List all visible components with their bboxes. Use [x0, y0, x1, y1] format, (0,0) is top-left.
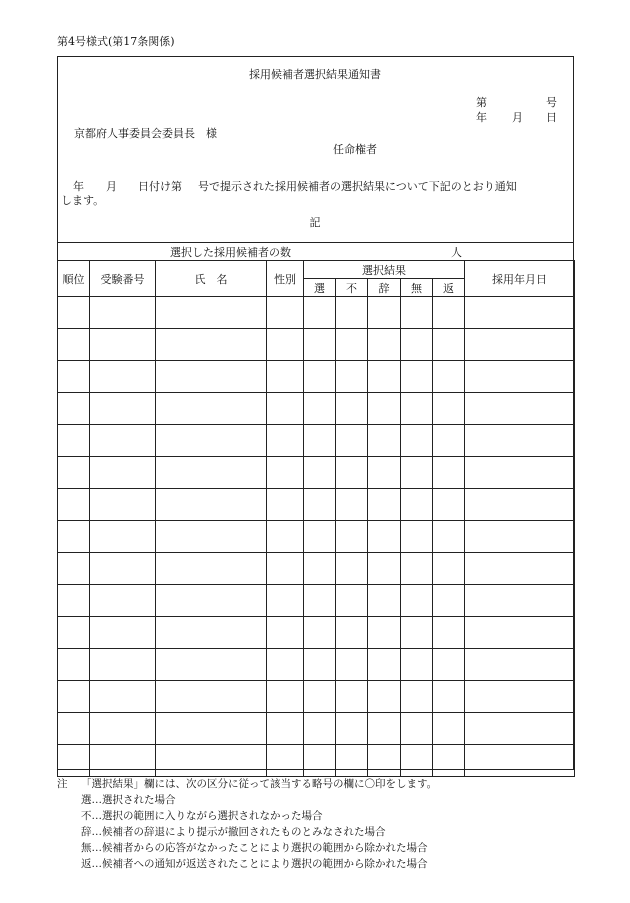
number-prefix: 第 [476, 96, 487, 109]
subheader-returned: 返 [433, 279, 465, 297]
cell-declined[interactable] [368, 713, 401, 745]
cell-name[interactable] [156, 585, 267, 617]
cell-not-selected[interactable] [336, 553, 368, 585]
cell-selected[interactable] [304, 617, 336, 649]
cell-gender[interactable] [267, 425, 304, 457]
table-row [58, 457, 575, 489]
cell-name[interactable] [156, 489, 267, 521]
cell-rank[interactable] [58, 649, 90, 681]
cell-rank[interactable] [58, 713, 90, 745]
cell-no-response[interactable] [401, 329, 433, 361]
table-row [58, 649, 575, 681]
cell-exam-number[interactable] [90, 713, 156, 745]
cell-rank[interactable] [58, 457, 90, 489]
note-item: 無…候補者からの応答がなかったことにより選択の範囲から除かれた場合 [81, 842, 428, 854]
cell-returned[interactable] [433, 393, 465, 425]
cell-no-response[interactable] [401, 393, 433, 425]
cell-returned[interactable] [433, 361, 465, 393]
body-text-b: 号で提示された採用候補者の選択結果について下記のとおり通知 [198, 180, 517, 193]
notice-date-line [476, 111, 557, 125]
cell-name[interactable] [156, 329, 267, 361]
cell-not-selected[interactable] [336, 521, 368, 553]
cell-hire-date[interactable] [465, 425, 575, 457]
cell-rank[interactable] [58, 553, 90, 585]
header-rank: 順位 [58, 261, 90, 297]
cell-hire-date[interactable] [465, 617, 575, 649]
cell-returned[interactable] [433, 489, 465, 521]
cell-rank[interactable] [58, 521, 90, 553]
cell-selected[interactable] [304, 713, 336, 745]
date-year: 年 [476, 111, 487, 124]
cell-selected[interactable] [304, 553, 336, 585]
cell-returned[interactable] [433, 713, 465, 745]
cell-rank[interactable] [58, 489, 90, 521]
note-head: 注 [57, 778, 68, 790]
cell-gender[interactable] [267, 585, 304, 617]
cell-returned[interactable] [433, 297, 465, 329]
cell-selected[interactable] [304, 585, 336, 617]
table-row [58, 681, 575, 713]
cell-no-response[interactable] [401, 745, 433, 777]
note-item: 辞…候補者の辞退により提示が撤回されたものとみなされた場合 [81, 826, 386, 838]
cell-no-response[interactable] [401, 361, 433, 393]
notice-title: 採用候補者選択結果通知書 [249, 68, 381, 81]
cell-rank[interactable] [58, 297, 90, 329]
cell-exam-number[interactable] [90, 681, 156, 713]
cell-hire-date[interactable] [465, 585, 575, 617]
cell-exam-number[interactable] [90, 457, 156, 489]
addressee: 京都府人事委員会委員長 様 [74, 127, 217, 140]
cell-not-selected[interactable] [336, 329, 368, 361]
form-header: 第4号様式(第17条関係) [57, 35, 175, 48]
cell-no-response[interactable] [401, 457, 433, 489]
cell-rank[interactable] [58, 585, 90, 617]
count-divider [57, 242, 574, 243]
cell-name[interactable] [156, 425, 267, 457]
date-day: 日 [546, 111, 557, 124]
cell-returned[interactable] [433, 617, 465, 649]
cell-returned[interactable] [433, 329, 465, 361]
cell-returned[interactable] [433, 649, 465, 681]
cell-gender[interactable] [267, 393, 304, 425]
cell-not-selected[interactable] [336, 713, 368, 745]
cell-hire-date[interactable] [465, 489, 575, 521]
cell-exam-number[interactable] [90, 297, 156, 329]
cell-returned[interactable] [433, 585, 465, 617]
cell-gender[interactable] [267, 297, 304, 329]
cell-returned[interactable] [433, 457, 465, 489]
table-row [58, 521, 575, 553]
cell-name[interactable] [156, 361, 267, 393]
cell-not-selected[interactable] [336, 393, 368, 425]
cell-selected[interactable] [304, 329, 336, 361]
cell-not-selected[interactable] [336, 489, 368, 521]
cell-selected[interactable] [304, 681, 336, 713]
cell-declined[interactable] [368, 361, 401, 393]
body-year: 年 [73, 180, 84, 193]
cell-hire-date[interactable] [465, 297, 575, 329]
cell-rank[interactable] [58, 745, 90, 777]
table-row [58, 425, 575, 457]
cell-no-response[interactable] [401, 649, 433, 681]
cell-rank[interactable] [58, 425, 90, 457]
note-item: 選…選択された場合 [81, 794, 176, 806]
cell-exam-number[interactable] [90, 649, 156, 681]
cell-declined[interactable] [368, 489, 401, 521]
cell-gender[interactable] [267, 361, 304, 393]
cell-returned[interactable] [433, 521, 465, 553]
cell-selected[interactable] [304, 521, 336, 553]
cell-not-selected[interactable] [336, 649, 368, 681]
cell-selected[interactable] [304, 361, 336, 393]
header-exam-number: 受験番号 [90, 261, 156, 297]
cell-selected[interactable] [304, 745, 336, 777]
table-row [58, 329, 575, 361]
cell-declined[interactable] [368, 585, 401, 617]
cell-rank[interactable] [58, 361, 90, 393]
cell-gender[interactable] [267, 617, 304, 649]
cell-selected[interactable] [304, 393, 336, 425]
cell-gender[interactable] [267, 713, 304, 745]
cell-name[interactable] [156, 521, 267, 553]
cell-gender[interactable] [267, 489, 304, 521]
cell-rank[interactable] [58, 393, 90, 425]
cell-not-selected[interactable] [336, 681, 368, 713]
cell-gender[interactable] [267, 457, 304, 489]
cell-hire-date[interactable] [465, 681, 575, 713]
table-body [58, 297, 575, 777]
table-row [58, 489, 575, 521]
cell-exam-number[interactable] [90, 361, 156, 393]
cell-not-selected[interactable] [336, 425, 368, 457]
appointer: 任命権者 [333, 143, 377, 156]
cell-declined[interactable] [368, 329, 401, 361]
cell-exam-number[interactable] [90, 745, 156, 777]
cell-no-response[interactable] [401, 521, 433, 553]
cell-exam-number[interactable] [90, 521, 156, 553]
cell-exam-number[interactable] [90, 553, 156, 585]
table-row [58, 361, 575, 393]
cell-no-response[interactable] [401, 425, 433, 457]
notice-number-line [476, 96, 557, 110]
cell-name[interactable] [156, 553, 267, 585]
cell-gender[interactable] [267, 329, 304, 361]
subheader-selected: 選 [304, 279, 336, 297]
cell-rank[interactable] [58, 329, 90, 361]
cell-returned[interactable] [433, 745, 465, 777]
cell-name[interactable] [156, 649, 267, 681]
cell-hire-date[interactable] [465, 393, 575, 425]
cell-no-response[interactable] [401, 553, 433, 585]
cell-exam-number[interactable] [90, 585, 156, 617]
cell-returned[interactable] [433, 681, 465, 713]
subheader-declined: 辞 [368, 279, 401, 297]
cell-exam-number[interactable] [90, 489, 156, 521]
count-label: 選択した採用候補者の数 [170, 246, 291, 259]
table-row [58, 585, 575, 617]
header-selection-result: 選択結果 [304, 261, 465, 279]
cell-name[interactable] [156, 617, 267, 649]
cell-gender[interactable] [267, 553, 304, 585]
cell-declined[interactable] [368, 457, 401, 489]
cell-hire-date[interactable] [465, 553, 575, 585]
cell-hire-date[interactable] [465, 361, 575, 393]
body-month: 月 [106, 180, 117, 193]
cell-exam-number[interactable] [90, 617, 156, 649]
ki-label: 記 [309, 216, 321, 229]
cell-declined[interactable] [368, 521, 401, 553]
result-table [57, 260, 575, 777]
cell-not-selected[interactable] [336, 617, 368, 649]
date-month: 月 [512, 111, 523, 124]
notice-body-line-2: します。 [61, 194, 105, 207]
header-name: 氏 名 [156, 261, 267, 297]
notice-body-line-1 [73, 180, 517, 194]
cell-hire-date[interactable] [465, 521, 575, 553]
cell-declined[interactable] [368, 393, 401, 425]
cell-no-response[interactable] [401, 713, 433, 745]
table-row [58, 713, 575, 745]
cell-no-response[interactable] [401, 681, 433, 713]
cell-selected[interactable] [304, 297, 336, 329]
note-text: 「選択結果」欄には、次の区分に従って該当する略号の欄に〇印をします。 [81, 778, 438, 790]
cell-gender[interactable] [267, 521, 304, 553]
body-text-a: 日付け第 [138, 180, 182, 193]
table-row [58, 297, 575, 329]
cell-name[interactable] [156, 681, 267, 713]
cell-rank[interactable] [58, 681, 90, 713]
cell-name[interactable] [156, 713, 267, 745]
number-suffix: 号 [546, 96, 557, 109]
cell-selected[interactable] [304, 649, 336, 681]
note-item: 返…候補者への通知が返送されたことにより選択の範囲から除かれた場合 [81, 858, 428, 870]
cell-name[interactable] [156, 297, 267, 329]
cell-not-selected[interactable] [336, 745, 368, 777]
cell-not-selected[interactable] [336, 297, 368, 329]
cell-not-selected[interactable] [336, 585, 368, 617]
cell-exam-number[interactable] [90, 425, 156, 457]
cell-gender[interactable] [267, 649, 304, 681]
cell-declined[interactable] [368, 553, 401, 585]
cell-declined[interactable] [368, 681, 401, 713]
cell-exam-number[interactable] [90, 393, 156, 425]
cell-hire-date[interactable] [465, 329, 575, 361]
cell-declined[interactable] [368, 297, 401, 329]
cell-no-response[interactable] [401, 297, 433, 329]
cell-declined[interactable] [368, 617, 401, 649]
table-row [58, 745, 575, 777]
cell-name[interactable] [156, 457, 267, 489]
cell-no-response[interactable] [401, 489, 433, 521]
cell-exam-number[interactable] [90, 329, 156, 361]
note-item: 不…選択の範囲に入りながら選択されなかった場合 [81, 810, 323, 822]
table-row [58, 553, 575, 585]
cell-hire-date[interactable] [465, 713, 575, 745]
cell-hire-date[interactable] [465, 457, 575, 489]
header-gender: 性別 [267, 261, 304, 297]
cell-returned[interactable] [433, 425, 465, 457]
cell-declined[interactable] [368, 649, 401, 681]
cell-declined[interactable] [368, 425, 401, 457]
subheader-no-response: 無 [401, 279, 433, 297]
cell-returned[interactable] [433, 553, 465, 585]
cell-name[interactable] [156, 745, 267, 777]
cell-selected[interactable] [304, 457, 336, 489]
cell-not-selected[interactable] [336, 361, 368, 393]
cell-gender[interactable] [267, 681, 304, 713]
table-row [58, 617, 575, 649]
cell-hire-date[interactable] [465, 745, 575, 777]
cell-declined[interactable] [368, 745, 401, 777]
cell-no-response[interactable] [401, 617, 433, 649]
subheader-not-selected: 不 [336, 279, 368, 297]
cell-name[interactable] [156, 393, 267, 425]
cell-selected[interactable] [304, 489, 336, 521]
cell-selected[interactable] [304, 425, 336, 457]
table-row [58, 393, 575, 425]
cell-not-selected[interactable] [336, 457, 368, 489]
cell-gender[interactable] [267, 745, 304, 777]
cell-no-response[interactable] [401, 585, 433, 617]
header-hire-date: 採用年月日 [465, 261, 575, 297]
cell-hire-date[interactable] [465, 649, 575, 681]
cell-rank[interactable] [58, 617, 90, 649]
count-unit: 人 [451, 246, 462, 259]
